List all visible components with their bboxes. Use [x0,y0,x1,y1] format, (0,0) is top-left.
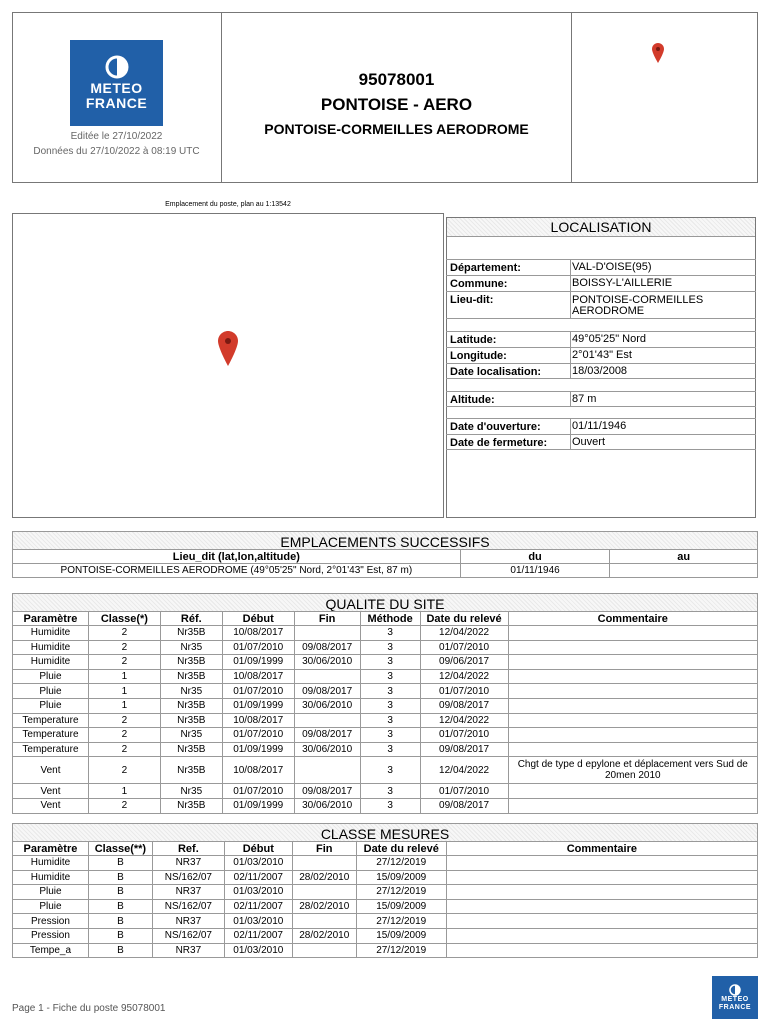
qualite-cell: 30/06/2010 [294,698,360,713]
longitude-row [446,347,756,363]
classe-cell: Tempe_a [13,943,89,958]
classe-cell: 28/02/2010 [292,870,356,885]
footer-logo-mark-icon [729,984,741,996]
classe-cell [292,885,356,900]
classe-cell: B [88,885,152,900]
table-row [13,798,758,813]
map-caption: Emplacement du poste, plan au 1:13542 [165,201,291,208]
classe-cell: 02/11/2007 [224,899,292,914]
classe-cell: 27/12/2019 [356,856,446,871]
qualite-cell: 09/08/2017 [294,684,360,699]
table-row [13,640,758,655]
classe-cell: 15/09/2009 [356,899,446,914]
classe-header-3: Début [224,842,292,856]
logo-text-1: METEO [90,80,143,97]
qualite-cell: 3 [360,684,420,699]
table-row [13,698,758,713]
classe-cell: NS/162/07 [152,870,224,885]
table-row [13,742,758,757]
qualite-cell: Humidite [13,655,89,670]
classe-cell [446,899,757,914]
qualite-cell: 01/07/2010 [222,728,294,743]
qualite-cell: Nr35B [160,798,222,813]
qualite-cell: 2 [88,713,160,728]
qualite-cell [508,640,757,655]
altitude-row [446,391,756,407]
qualite-cell: 3 [360,698,420,713]
classe-cell: NR37 [152,856,224,871]
classe-header-2: Ref. [152,842,224,856]
table-row [13,928,758,943]
classe-cell: 15/09/2009 [356,870,446,885]
qualite-cell: Nr35B [160,698,222,713]
qualite-cell: 1 [88,784,160,799]
qualite-cell: Vent [13,798,89,813]
ouverture-row [446,418,756,434]
qualite-header-0: Paramètre [13,612,89,626]
lieudit-value-2: AERODROME [572,305,645,317]
qualite-cell: 09/08/2017 [420,742,508,757]
emplacements-table [12,549,758,578]
qualite-cell: 2 [88,728,160,743]
qualite-cell: 01/07/2010 [420,640,508,655]
qualite-header-7: Commentaire [508,612,757,626]
qualite-cell: 1 [88,684,160,699]
qualite-cell: 12/04/2022 [420,669,508,684]
classe-cell: Pression [13,914,89,929]
page-footer: Page 1 - Fiche du poste 95078001 [12,1003,166,1014]
qualite-cell: Pluie [13,669,89,684]
table-row [13,728,758,743]
longitude-value: 2°01'43" Est [572,349,632,361]
classe-cell: B [88,870,152,885]
qualite-cell: Nr35 [160,784,222,799]
qualite-cell: Chgt de type d epylone et déplacement vers Sud de 20men 2010 [508,757,757,784]
station-full-name: PONTOISE-CORMEILLES AERODROME [264,121,529,137]
qualite-cell: 01/07/2010 [222,684,294,699]
classe-cell: B [88,856,152,871]
qualite-cell: Temperature [13,728,89,743]
data-date: Données du 27/10/2022 à 08:19 UTC [33,146,200,157]
qualite-cell: Temperature [13,742,89,757]
qualite-header-3: Début [222,612,294,626]
qualite-cell: Temperature [13,713,89,728]
date-loc-label: Date localisation: [450,366,542,378]
qualite-cell: 09/08/2017 [420,698,508,713]
qualite-cell: 10/08/2017 [222,626,294,641]
station-name: PONTOISE - AERO [320,95,473,114]
qualite-cell: 2 [88,798,160,813]
qualite-cell: 3 [360,798,420,813]
qualite-cell [508,626,757,641]
qualite-cell: 3 [360,626,420,641]
logo-mark-icon [105,55,129,79]
classe-cell: B [88,899,152,914]
qualite-cell: Nr35B [160,742,222,757]
emplacements-title: EMPLACEMENTS SUCCESSIFS [12,531,758,549]
table-row [13,669,758,684]
qualite-cell: 30/06/2010 [294,742,360,757]
classe-cell: 28/02/2010 [292,928,356,943]
qualite-cell [508,669,757,684]
qualite-cell: 01/07/2010 [420,784,508,799]
qualite-cell: 3 [360,669,420,684]
classe-cell: 01/03/2010 [224,914,292,929]
classe-cell: 28/02/2010 [292,899,356,914]
qualite-cell: Vent [13,784,89,799]
classe-cell: NS/162/07 [152,899,224,914]
classe-cell: B [88,943,152,958]
qualite-cell [508,742,757,757]
fermeture-label: Date de fermeture: [450,437,548,449]
qualite-title: QUALITE DU SITE [12,593,758,611]
qualite-cell [294,626,360,641]
departement-row [446,259,756,275]
qualite-cell [294,713,360,728]
qualite-cell: 10/08/2017 [222,757,294,784]
qualite-cell: 12/04/2022 [420,626,508,641]
qualite-cell: Nr35B [160,669,222,684]
lieudit-row [446,291,756,319]
table-row [13,684,758,699]
qualite-cell: 3 [360,784,420,799]
qualite-cell: 09/06/2017 [420,655,508,670]
emplacements-header-0: Lieu_dit (lat,lon,altitude) [13,550,461,564]
table-row [13,943,758,958]
qualite-cell: 1 [88,698,160,713]
qualite-cell [294,669,360,684]
classe-table [12,841,758,958]
lieudit-label: Lieu-dit: [450,294,494,306]
qualite-cell: Humidite [13,640,89,655]
map-pin-icon-small [652,43,664,63]
qualite-cell: 2 [88,757,160,784]
qualite-cell [508,713,757,728]
classe-cell: Humidite [13,856,89,871]
footer-logo [712,976,758,1019]
altitude-value: 87 m [572,393,597,405]
qualite-cell: 01/07/2010 [222,640,294,655]
qualite-cell: 09/08/2017 [294,784,360,799]
qualite-cell: 3 [360,713,420,728]
qualite-cell: 3 [360,728,420,743]
classe-cell [446,885,757,900]
classe-cell: NS/162/07 [152,928,224,943]
table-row [13,914,758,929]
meteo-france-logo [70,40,163,126]
header-divider-right [571,12,572,183]
qualite-cell [508,698,757,713]
classe-cell [446,914,757,929]
classe-cell: Pluie [13,899,89,914]
qualite-cell [508,784,757,799]
classe-header-6: Commentaire [446,842,757,856]
qualite-cell: 01/09/1999 [222,698,294,713]
qualite-cell: 09/08/2017 [420,798,508,813]
classe-cell: 27/12/2019 [356,885,446,900]
classe-cell: Pression [13,928,89,943]
footer-logo-text-1: METEO [721,996,749,1004]
table-row [13,870,758,885]
table-row [13,757,758,784]
qualite-table [12,611,758,814]
qualite-cell: 01/09/1999 [222,742,294,757]
qualite-cell: 30/06/2010 [294,655,360,670]
qualite-cell: 1 [88,669,160,684]
qualite-cell: Pluie [13,698,89,713]
qualite-cell [294,757,360,784]
classe-title: CLASSE MESURES [12,823,758,841]
emplacements-cell [610,564,758,578]
qualite-cell: Nr35B [160,626,222,641]
qualite-cell: Nr35B [160,713,222,728]
qualite-cell [508,798,757,813]
qualite-cell [508,684,757,699]
classe-cell [446,870,757,885]
classe-cell [292,914,356,929]
departement-label: Département: [450,262,521,274]
table-row [13,784,758,799]
qualite-cell: 09/08/2017 [294,728,360,743]
qualite-cell: 12/04/2022 [420,713,508,728]
classe-cell: 02/11/2007 [224,870,292,885]
classe-cell [446,943,757,958]
latitude-label: Latitude: [450,334,497,346]
classe-cell: Humidite [13,870,89,885]
qualite-cell: Humidite [13,626,89,641]
emplacements-cell: PONTOISE-CORMEILLES AERODROME (49°05'25" Nord, 2°01'43" Est, 87 m) [13,564,461,578]
table-row [13,655,758,670]
map-pin-icon [218,331,238,366]
qualite-cell: 3 [360,640,420,655]
qualite-cell: 3 [360,742,420,757]
fermeture-row [446,434,756,450]
qualite-cell: Nr35B [160,757,222,784]
classe-cell: 02/11/2007 [224,928,292,943]
date-loc-row [446,363,756,379]
classe-header-0: Paramètre [13,842,89,856]
classe-cell [292,856,356,871]
departement-value: VAL-D'OISE(95) [572,261,652,273]
qualite-cell: 09/08/2017 [294,640,360,655]
classe-cell: 15/09/2009 [356,928,446,943]
classe-cell: 01/03/2010 [224,856,292,871]
classe-cell: B [88,928,152,943]
qualite-cell: 01/09/1999 [222,655,294,670]
classe-cell: NR37 [152,914,224,929]
altitude-label: Altitude: [450,394,495,406]
classe-cell: 01/03/2010 [224,885,292,900]
table-row [13,626,758,641]
emplacements-cell: 01/11/1946 [460,564,610,578]
emplacements-header-2: au [610,550,758,564]
classe-cell: NR37 [152,885,224,900]
classe-header-4: Fin [292,842,356,856]
qualite-cell: 01/07/2010 [420,684,508,699]
qualite-cell: 3 [360,757,420,784]
classe-cell [446,856,757,871]
qualite-cell: Nr35B [160,655,222,670]
qualite-cell: 3 [360,655,420,670]
ouverture-value: 01/11/1946 [572,420,627,432]
qualite-cell: 01/07/2010 [222,784,294,799]
logo-text-2: FRANCE [85,95,148,111]
classe-header-1: Classe(**) [88,842,152,856]
table-row [13,713,758,728]
qualite-header-4: Fin [294,612,360,626]
qualite-cell: 2 [88,626,160,641]
qualite-cell: 30/06/2010 [294,798,360,813]
qualite-cell: 2 [88,640,160,655]
qualite-cell: 01/07/2010 [420,728,508,743]
footer-logo-text-2: FRANCE [718,1003,752,1011]
longitude-label: Longitude: [450,350,507,362]
classe-cell: 27/12/2019 [356,943,446,958]
qualite-cell: 10/08/2017 [222,713,294,728]
localisation-title: LOCALISATION [447,218,755,237]
table-row [13,899,758,914]
classe-cell [446,928,757,943]
edited-date: Editée le 27/10/2022 [70,131,163,142]
table-row [13,885,758,900]
latitude-value: 49°05'25" Nord [572,333,647,345]
qualite-cell [508,728,757,743]
emplacements-header-1: du [460,550,610,564]
station-id: 95078001 [358,70,435,89]
qualite-cell: 01/09/1999 [222,798,294,813]
commune-row [446,275,756,291]
classe-cell [292,943,356,958]
qualite-cell: Nr35 [160,728,222,743]
qualite-cell: 10/08/2017 [222,669,294,684]
qualite-header-1: Classe(*) [88,612,160,626]
qualite-header-6: Date du relevé [420,612,508,626]
date-loc-value: 18/03/2008 [572,365,628,377]
latitude-row [446,331,756,347]
table-row [13,564,758,578]
qualite-cell: Pluie [13,684,89,699]
ouverture-label: Date d'ouverture: [450,421,541,433]
classe-cell: 01/03/2010 [224,943,292,958]
classe-cell: NR37 [152,943,224,958]
qualite-cell: 2 [88,742,160,757]
qualite-header-5: Méthode [360,612,420,626]
lieudit-value-1: PONTOISE-CORMEILLES [572,294,704,306]
qualite-cell: Nr35 [160,640,222,655]
classe-cell: Pluie [13,885,89,900]
table-row [13,856,758,871]
qualite-cell: 12/04/2022 [420,757,508,784]
classe-cell: B [88,914,152,929]
commune-label: Commune: [450,278,508,290]
classe-cell: 27/12/2019 [356,914,446,929]
qualite-cell: Vent [13,757,89,784]
qualite-cell: 2 [88,655,160,670]
classe-header-5: Date du relevé [356,842,446,856]
fermeture-value: Ouvert [572,436,606,448]
commune-value: BOISSY-L'AILLERIE [572,277,673,289]
qualite-cell [508,655,757,670]
qualite-cell: Nr35 [160,684,222,699]
qualite-header-2: Réf. [160,612,222,626]
